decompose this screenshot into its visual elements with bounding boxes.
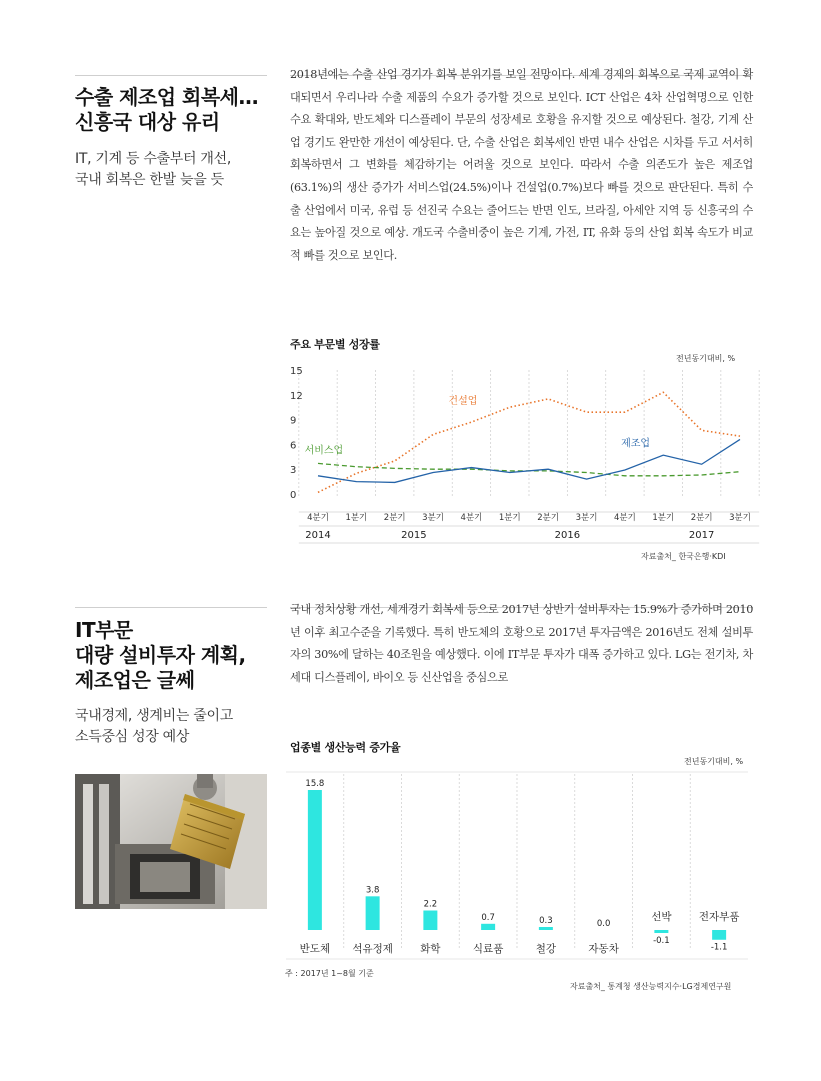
chart2-note: 주 : 2017년 1~8월 기준 [285, 969, 374, 978]
chart1-source: 자료출처_ 한국은행·KDI [641, 552, 726, 561]
chart1-x-tick: 1분기 [498, 513, 521, 523]
chart2-bar [308, 790, 322, 930]
section2-heading-line2: 대량 설비투자 계획, [75, 643, 246, 667]
chart2-value-label: 0.3 [539, 916, 553, 926]
chart2-category-label: 식료품 [472, 943, 504, 955]
section1-subheading-line1: IT, 기계 등 수출부터 개선, [75, 151, 231, 167]
section1-heading-line1: 수출 제조업 회복세… [75, 85, 258, 109]
chart2-category-label: 화학 [420, 943, 441, 955]
chart2-value-label: 15.8 [305, 779, 325, 789]
chart2-category-label: 반도체 [299, 943, 331, 955]
chart1-y-tick: 6 [290, 440, 297, 452]
section2-subheading-line2: 소득중심 성장 예상 [75, 729, 190, 745]
cpu-socket-photo [75, 774, 267, 909]
section2-heading-line1: IT부문 [75, 618, 133, 642]
chart1-y-tick: 15 [290, 366, 303, 377]
chart2-category-label: 자동차 [588, 943, 619, 955]
chart2-value-label: -1.1 [710, 942, 728, 953]
chart1-x-tick: 2분기 [690, 513, 713, 523]
chart1-y-tick: 0 [290, 490, 297, 501]
chart2-title: 업종별 생산능력 증가율 [290, 741, 401, 754]
chart2-bar [423, 911, 437, 930]
chart1-x-tick: 4분기 [613, 513, 636, 523]
chart1-y-tick: 12 [290, 390, 303, 402]
chart2-value-label: 0.7 [481, 912, 495, 923]
chart1-x-tick: 2분기 [383, 513, 406, 523]
chart1-year-label: 2017 [688, 530, 715, 541]
section2-heading-line3: 제조업은 글쎄 [75, 668, 195, 692]
chart2-value-label: 0.0 [596, 919, 611, 929]
section2-subheading-line1: 국내경제, 생계비는 줄이고 [75, 708, 233, 724]
chart1-series-label: 건설업 [448, 396, 478, 408]
chart1-y-tick: 3 [290, 465, 297, 477]
chart1-year-label: 2016 [554, 530, 581, 541]
chart2-bar [539, 927, 553, 930]
chart1-x-tick: 4분기 [307, 513, 329, 523]
section1-rule-left [75, 75, 267, 76]
chart2-unit: 전년동기대비, % [684, 757, 744, 766]
chart2-bar [366, 896, 380, 930]
chart2-bar [654, 930, 668, 933]
chart1-unit: 전년동기대비, % [676, 354, 736, 363]
section2-rule-left [75, 607, 267, 608]
chart2-category-label: 선박 [651, 911, 672, 923]
chart1-x-tick: 1분기 [345, 513, 368, 523]
chart1-y-tick: 9 [290, 415, 297, 427]
chart2-category-label: 철강 [535, 943, 557, 955]
chart1-x-tick: 1분기 [652, 513, 675, 523]
chart1-x-tick: 3분기 [422, 513, 445, 523]
chart2-source: 자료출처_ 통계청 생산능력지수·LG경제연구원 [570, 982, 732, 991]
chart1-year-label: 2014 [305, 530, 331, 541]
chart2-value-label: -0.1 [653, 936, 670, 946]
chart1-x-tick: 4분기 [460, 513, 483, 523]
chart1-x-tick: 2분기 [537, 513, 560, 523]
section1-subheading-line2: 국내 회복은 한발 늦을 듯 [75, 172, 224, 188]
chart2-value-label: 2.2 [423, 899, 438, 910]
section1-heading-line2: 신흥국 대상 유리 [75, 110, 220, 134]
chart1-x-tick: 3분기 [575, 513, 598, 523]
chart2-bar [481, 924, 495, 930]
chart2-category-label: 전자부품 [698, 911, 740, 923]
chart2-category-label: 석유정제 [352, 943, 393, 955]
chart2-value-label: 3.8 [365, 885, 380, 896]
growth-line-chart [280, 360, 760, 545]
chart1-series-label: 서비스업 [304, 445, 344, 457]
chart1-year-label: 2015 [401, 530, 427, 541]
chart1-title: 주요 부문별 성장률 [290, 338, 380, 351]
section2-body-text: 국내 정치상황 개선, 세계경기 회복세 등으로 2017년 상반기 설비투자는 15.9%가 증가하며 2010년 이후 최고수준을 기록했다. 특히 반도체의 호황으로 2017년 투자금액은 2016년도 전체 설비투자의 30%에 달하는 40조원을 예상했다. 이에 IT부문 투자가 대폭 증가하고 있다. LG는 전기차, 차세대 디스플레이, 바이오 등 신산업을 중심으로 [290, 603, 753, 684]
chart2-bar [712, 930, 726, 940]
chart1-series-label: 제조업 [621, 438, 651, 450]
section1-body-text: 2018년에는 수출 산업 경기가 회복 분위기를 보일 전망이다. 세계 경제의 회복으로 국제 교역이 확대되면서 우리나라 수출 제품의 수요가 증가할 것으로 보인다. ICT 산업은 4차 산업혁명으로 인한 수요 확대와, 반도체와 디스플레이 부문의 성장세로 호황을 유지할 것으로 예상된다. 철강, 기계 산업 경기도 완만한 개선이 예상된다. 단, 수출 산업은 회복세인 반면 내수 산업은 시차를 두고 서서히 회복하면서 그 변화를 체감하기는 어려울 것으로 보인다. 따라서 수출 의존도가 높은 제조업(63.1%)의 생산 증가가 서비스업(24.5%)이나 건설업(0.7%)보다 빠를 것으로 판단된다. 특히 수출 산업에서 미국, 유럽 등 선진국 수요는 줄어드는 반면 인도, 브라질, 아세안 지역 등 신흥국의 수요는 높아질 것으로 예상. 개도국 수출비중이 높은 기계, 가전, IT, 유화 등의 산업 회복 속도가 비교적 빠를 것으로 보인다. [290, 68, 753, 262]
capacity-bar-chart [282, 768, 752, 968]
chart1-x-tick: 3분기 [729, 513, 751, 523]
